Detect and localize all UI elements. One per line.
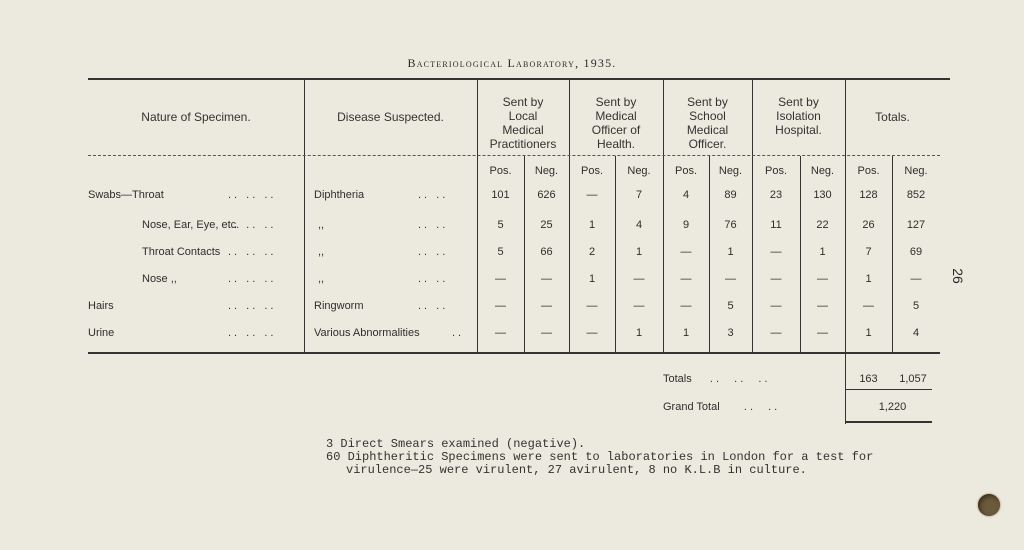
subheader-pos: Pos. [674,165,697,177]
row-value: — [541,300,552,312]
row-nature: Urine [88,327,115,339]
note-line: virulence—25 were virulent, 27 avirulent, 8 no K.L.B in culture. [346,463,807,477]
row-value: 1 [819,246,826,258]
row-value: 11 [770,219,782,231]
row-value: 89 [724,189,737,201]
header-medical-officer: Sent by Medical Officer of Health. [591,95,641,151]
row-disease: ,, [318,246,325,258]
leader-dots: .. .. [418,246,449,258]
row-value: 5 [497,246,504,258]
row-value: — [770,300,782,312]
header-school-officer: Sent by School Medical Officer. [686,95,729,151]
leader-dots: .. .. .. [228,273,277,285]
row-nature: Swabs—Throat [88,189,164,201]
subheader-neg: Neg. [534,165,559,177]
row-value: — [586,300,598,312]
leader-dots: .. .. [418,300,449,312]
header-local-practitioners: Sent by Local Medical Practitioners [489,95,557,151]
leader-dots: .. .. [418,273,449,285]
subheader-pos: Pos. [580,165,603,177]
row-disease: ,, [318,219,325,231]
leader-dots: .. .. [418,189,449,201]
grand-total-label: Grand Total .. .. [663,401,781,413]
row-value: 4 [635,219,643,231]
row-value: 9 [682,219,690,231]
header-totals: Totals. [875,110,910,124]
row-value: — [633,300,645,312]
row-value: — [725,273,736,285]
row-value: 5 [497,219,504,231]
row-nature: Nose, Ear, Eye, etc. [142,219,240,231]
subheader-neg: Neg. [810,165,835,177]
row-value: — [680,300,692,312]
table-bottom-rule [88,352,940,354]
subheader-neg: Neg. [718,165,743,177]
row-value: 4 [912,327,920,339]
row-disease: ,, [318,273,325,285]
totals-rule [845,389,932,390]
row-disease: Ringworm [314,300,364,312]
leader-dots: .. .. .. [228,300,277,312]
row-value: 5 [727,300,734,312]
leader-dots: .. .. .. [228,189,277,201]
row-value: — [817,327,828,339]
header-isolation-hospital: Sent by Isolation Hospital. [775,95,822,137]
header-disease: Disease Suspected. [337,110,444,124]
row-value: — [770,327,782,339]
row-nature: Hairs [88,300,114,312]
row-value: 130 [813,189,832,201]
note-line: 60 Diphtheritic Specimens were sent to laboratories in London for a test for [326,450,874,464]
row-value: — [586,189,598,201]
leader-dots: .. .. .. [228,246,277,258]
row-value: 2 [588,246,596,258]
row-value: 1 [635,246,643,258]
row-value: — [495,300,506,312]
header-dashed-rule [88,155,940,156]
subheader-neg: Neg. [627,165,651,177]
row-value: — [586,327,598,339]
row-value: — [817,300,828,312]
row-value: 1 [727,246,734,258]
row-nature: Throat Contacts [142,246,221,258]
row-value: 1 [682,327,690,339]
row-value: — [910,273,922,285]
row-value: — [680,246,692,258]
table-top-rule [88,78,950,80]
row-value: — [770,246,782,258]
row-value: 23 [769,189,783,201]
grand-total-value: 1,220 [878,401,907,413]
header-nature: Nature of Specimen. [141,110,251,124]
totals-label: Totals .. .. .. [663,373,771,385]
row-value: 25 [540,219,553,231]
row-value: 7 [865,246,872,258]
row-disease: Diphtheria [314,189,365,201]
row-value: 128 [859,189,878,201]
row-value: 69 [909,246,923,258]
row-disease: Various Abnormalities [314,327,420,339]
totals-neg: 1,057 [899,373,927,385]
row-value: — [770,273,782,285]
leader-dots: .. .. .. [228,327,277,339]
binding-hole [978,494,1000,516]
row-value: — [541,273,552,285]
row-value: 101 [491,189,510,201]
row-value: 4 [682,189,690,201]
row-value: — [633,273,645,285]
row-value: — [495,273,506,285]
row-nature: Nose ,, [142,273,177,285]
leader-dots: .. .. .. [228,219,277,231]
row-value: 1 [865,327,872,339]
subheader-pos: Pos. [764,165,787,177]
row-value: 22 [816,219,829,231]
row-value: 7 [635,189,643,201]
row-value: 1 [635,327,643,339]
row-value: 1 [588,273,596,285]
row-value: 1 [588,219,596,231]
page-number: 26 [950,268,966,284]
row-value: 66 [540,246,553,258]
subheader-neg: Neg. [904,165,928,177]
grand-total-rule [845,421,932,423]
row-value: 127 [906,219,926,231]
row-value: — [541,327,552,339]
row-value: 1 [865,273,872,285]
leader-dots: .. .. [418,219,449,231]
row-value: 5 [912,300,920,312]
row-value: — [495,327,506,339]
leader-dots: .. [452,327,465,339]
totals-pos: 163 [859,373,878,385]
row-value: 76 [724,219,737,231]
row-value: 852 [906,189,926,201]
row-value: 3 [727,327,734,339]
row-value: 626 [537,189,556,201]
page-title: Bacteriological Laboratory, 1935. [407,56,617,70]
subheader-pos: Pos. [857,165,880,177]
subheader-pos: Pos. [489,165,512,177]
row-value: — [863,300,874,312]
note-line: 3 Direct Smears examined (negative). [326,437,586,451]
row-value: — [680,273,692,285]
row-value: 26 [862,219,875,231]
row-value: — [817,273,828,285]
